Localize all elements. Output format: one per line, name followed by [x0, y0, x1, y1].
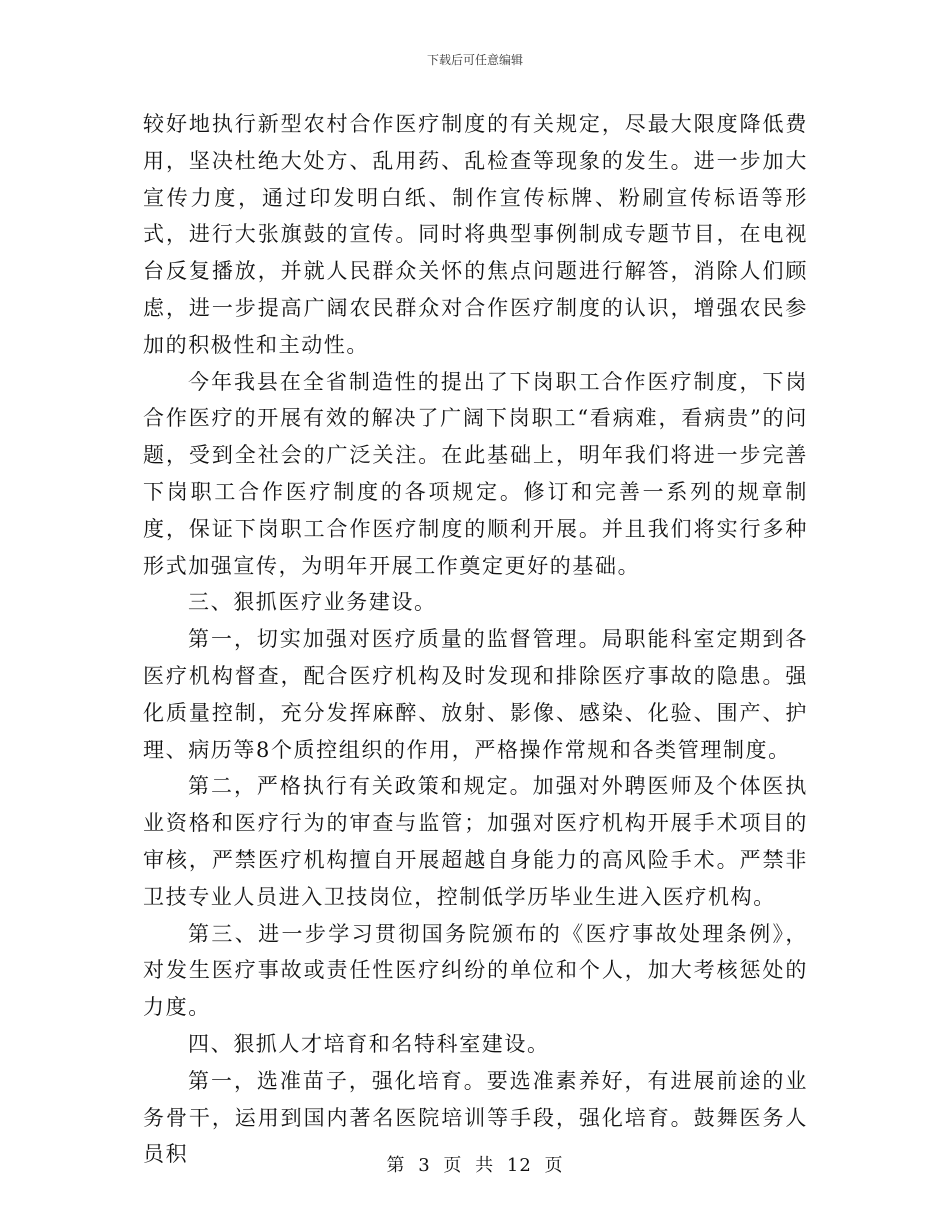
document-body [143, 106, 808, 1173]
current-page-number: 3 [418, 1155, 431, 1176]
section-heading-3: 三、狠抓医疗业务建设。 [188, 590, 437, 615]
paragraph-5: 第二，严格执行有关政策和规定。加强对外聘医师及个体医执业资格和医疗行为的审查与监管；加强对医疗机构开展手术项目的审核，严禁医疗机构擅自开展超越自身能力的高风险手术。严禁非卫技专业人员进入卫技岗位，控制低学历毕业生进入医疗机构。 [143, 774, 808, 909]
footer-page-word: 页 [443, 1155, 463, 1176]
total-page-count: 12 [506, 1155, 532, 1176]
paragraph-2: 今年我县在全省制造性的提出了下岗职工合作医疗制度，下岗合作医疗的开展有效的解决了广阔下岗职工“看病难，看病贵”的问题，受到全社会的广泛关注。在此基础上，明年我们将进一步完善下岗职工合作医疗制度的各项规定。修订和完善一系列的规章制度，保证下岗职工合作医疗制度的顺利开展。并且我们将实行多种形式加强宣传，为明年开展工作奠定更好的基础。 [143, 369, 809, 578]
footer-prefix: 第 [386, 1155, 406, 1176]
paragraph-4: 第一，切实加强对医疗质量的监督管理。局职能科室定期到各医疗机构督查，配合医疗机构及时发现和排除医疗事故的隐患。强化质量控制，充分发挥麻醉、放射、影像、感染、化验、围产、护理、病历等8个质控组织的作用，严格操作常规和各类管理制度。 [143, 627, 808, 762]
section-heading-4: 四、狠抓人才培育和名特科室建设。 [188, 1031, 550, 1056]
footer-total-word: 共 [475, 1155, 495, 1176]
paragraph-6: 第三、进一步学习贯彻国务院颁布的《医疗事故处理条例》，对发生医疗事故或责任性医疗纠纷的单位和个人，加大考核惩处的力度。 [143, 921, 808, 1020]
page-header-note: 下载后可任意编辑 [426, 53, 523, 67]
page-number-footer [0, 1154, 950, 1178]
footer-suffix: 页 [544, 1155, 564, 1176]
paragraph-1: 较好地执行新型农村合作医疗制度的有关规定，尽最大限度降低费用，坚决杜绝大处方、乱用药、乱检查等现象的发生。进一步加大宣传力度，通过印发明白纸、制作宣传标牌、粉刷宣传标语等形式，进行大张旗鼓的宣传。同时将典型事例制成专题节目，在电视台反复播放，并就人民群众关怀的焦点问题进行解答，消除人们顾虑，进一步提高广阔农民群众对合作医疗制度的认识，增强农民参加的积极性和主动性。 [143, 112, 808, 357]
paragraph-8: 第一，选准苗子，强化培育。要选准素养好，有进展前途的业务骨干，运用到国内著名医院培训等手段，强化培育。鼓舞医务人员积 [143, 1068, 808, 1167]
